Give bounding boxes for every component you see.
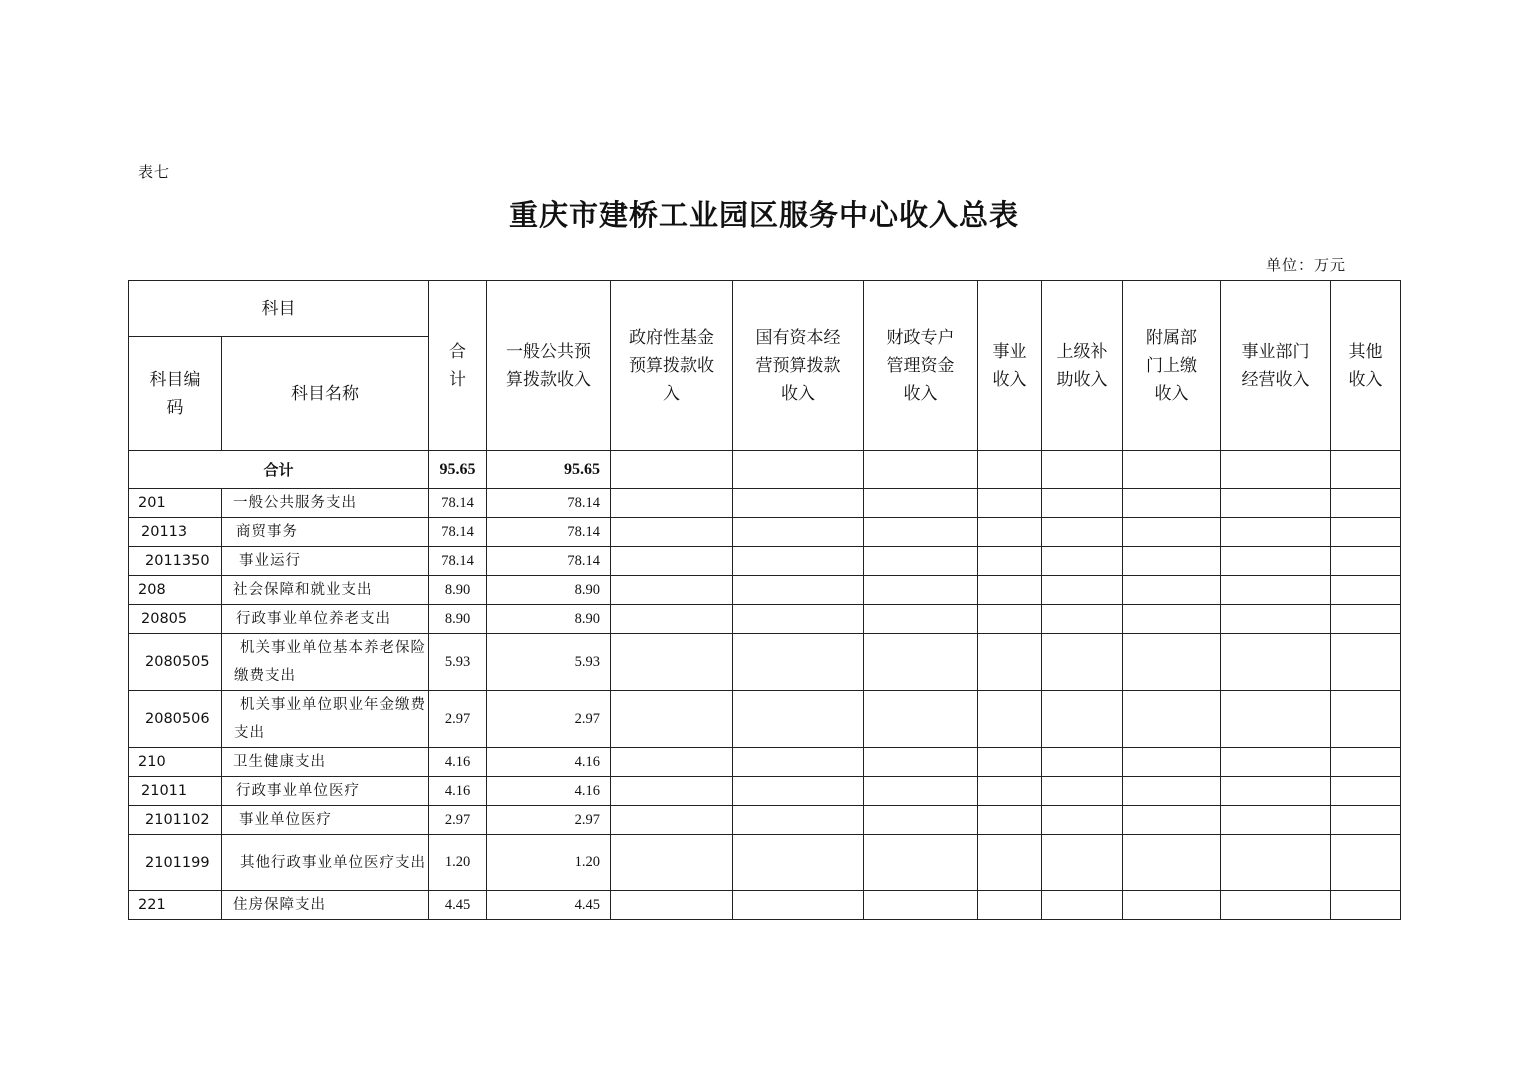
subject-name: 一般公共服务支出 — [222, 489, 429, 518]
row-general-budget: 4.16 — [487, 748, 611, 777]
row-general-budget: 78.14 — [487, 518, 611, 547]
total-row — [129, 451, 1401, 489]
header-superior-subsidy: 上级补 助收入 — [1042, 281, 1123, 451]
header-total: 合 计 — [429, 281, 487, 451]
subject-name: 商贸事务 — [222, 518, 429, 547]
row-total: 4.45 — [429, 891, 487, 920]
subject-code: 2101199 — [129, 835, 222, 891]
subject-code: 20113 — [129, 518, 222, 547]
table-row — [129, 518, 1401, 547]
header-other-income: 其他 收入 — [1331, 281, 1401, 451]
row-total: 4.16 — [429, 777, 487, 806]
table-row — [129, 547, 1401, 576]
table-row — [129, 576, 1401, 605]
table-row — [129, 777, 1401, 806]
header-special-mgmt: 财政专户 管理资金 收入 — [864, 281, 978, 451]
header-subject-code: 科目编 码 — [129, 337, 222, 451]
row-general-budget: 4.16 — [487, 777, 611, 806]
subject-code: 2080506 — [129, 691, 222, 748]
header-general-budget: 一般公共预 算拨款收入 — [487, 281, 611, 451]
header-gov-fund: 政府性基金 预算拨款收 入 — [611, 281, 733, 451]
header-state-capital: 国有资本经 营预算拨款 收入 — [733, 281, 864, 451]
subject-name: 行政事业单位医疗 — [222, 777, 429, 806]
subject-code: 2101102 — [129, 806, 222, 835]
header-business-income: 事业 收入 — [978, 281, 1042, 451]
subject-name: 机关事业单位基本养老保险缴费支出 — [222, 634, 429, 691]
row-total: 4.16 — [429, 748, 487, 777]
subject-name: 卫生健康支出 — [222, 748, 429, 777]
header-subject: 科目 — [129, 281, 429, 337]
row-general-budget: 78.14 — [487, 547, 611, 576]
table-row — [129, 891, 1401, 920]
total-label: 合计 — [129, 451, 429, 489]
subject-name: 其他行政事业单位医疗支出 — [222, 835, 429, 891]
subject-name: 事业运行 — [222, 547, 429, 576]
row-total: 78.14 — [429, 489, 487, 518]
row-general-budget: 8.90 — [487, 605, 611, 634]
table-row — [129, 835, 1401, 891]
row-general-budget: 5.93 — [487, 634, 611, 691]
table-row — [129, 748, 1401, 777]
subject-code: 208 — [129, 576, 222, 605]
subject-code: 2080505 — [129, 634, 222, 691]
subject-name: 住房保障支出 — [222, 891, 429, 920]
row-total: 78.14 — [429, 518, 487, 547]
row-total: 2.97 — [429, 691, 487, 748]
header-row-1 — [129, 281, 1401, 337]
row-total: 2.97 — [429, 806, 487, 835]
row-general-budget: 4.45 — [487, 891, 611, 920]
subject-code: 21011 — [129, 777, 222, 806]
subject-code: 20805 — [129, 605, 222, 634]
row-total: 8.90 — [429, 605, 487, 634]
subject-code: 221 — [129, 891, 222, 920]
subject-name: 行政事业单位养老支出 — [222, 605, 429, 634]
row-total: 8.90 — [429, 576, 487, 605]
table-row — [129, 605, 1401, 634]
table-row — [129, 806, 1401, 835]
header-subject-name: 科目名称 — [222, 337, 429, 451]
row-general-budget: 2.97 — [487, 691, 611, 748]
table-number-label: 表七 — [138, 163, 171, 181]
row-general-budget: 1.20 — [487, 835, 611, 891]
total-general-budget: 95.65 — [487, 451, 611, 489]
header-operating-income: 事业部门 经营收入 — [1221, 281, 1331, 451]
unit-label: 单位：万元 — [1266, 256, 1347, 274]
row-total: 5.93 — [429, 634, 487, 691]
table-row — [129, 489, 1401, 518]
row-total: 1.20 — [429, 835, 487, 891]
header-affiliate-payment: 附属部 门上缴 收入 — [1123, 281, 1221, 451]
subject-code: 201 — [129, 489, 222, 518]
subject-code: 210 — [129, 748, 222, 777]
subject-code: 2011350 — [129, 547, 222, 576]
table-row — [129, 634, 1401, 691]
income-summary-table — [128, 280, 1401, 920]
row-total: 78.14 — [429, 547, 487, 576]
subject-name: 社会保障和就业支出 — [222, 576, 429, 605]
subject-name: 事业单位医疗 — [222, 806, 429, 835]
subject-name: 机关事业单位职业年金缴费支出 — [222, 691, 429, 748]
row-general-budget: 2.97 — [487, 806, 611, 835]
table-row — [129, 691, 1401, 748]
row-general-budget: 78.14 — [487, 489, 611, 518]
row-general-budget: 8.90 — [487, 576, 611, 605]
total-amount: 95.65 — [429, 451, 487, 489]
page-title: 重庆市建桥工业园区服务中心收入总表 — [508, 198, 1019, 232]
